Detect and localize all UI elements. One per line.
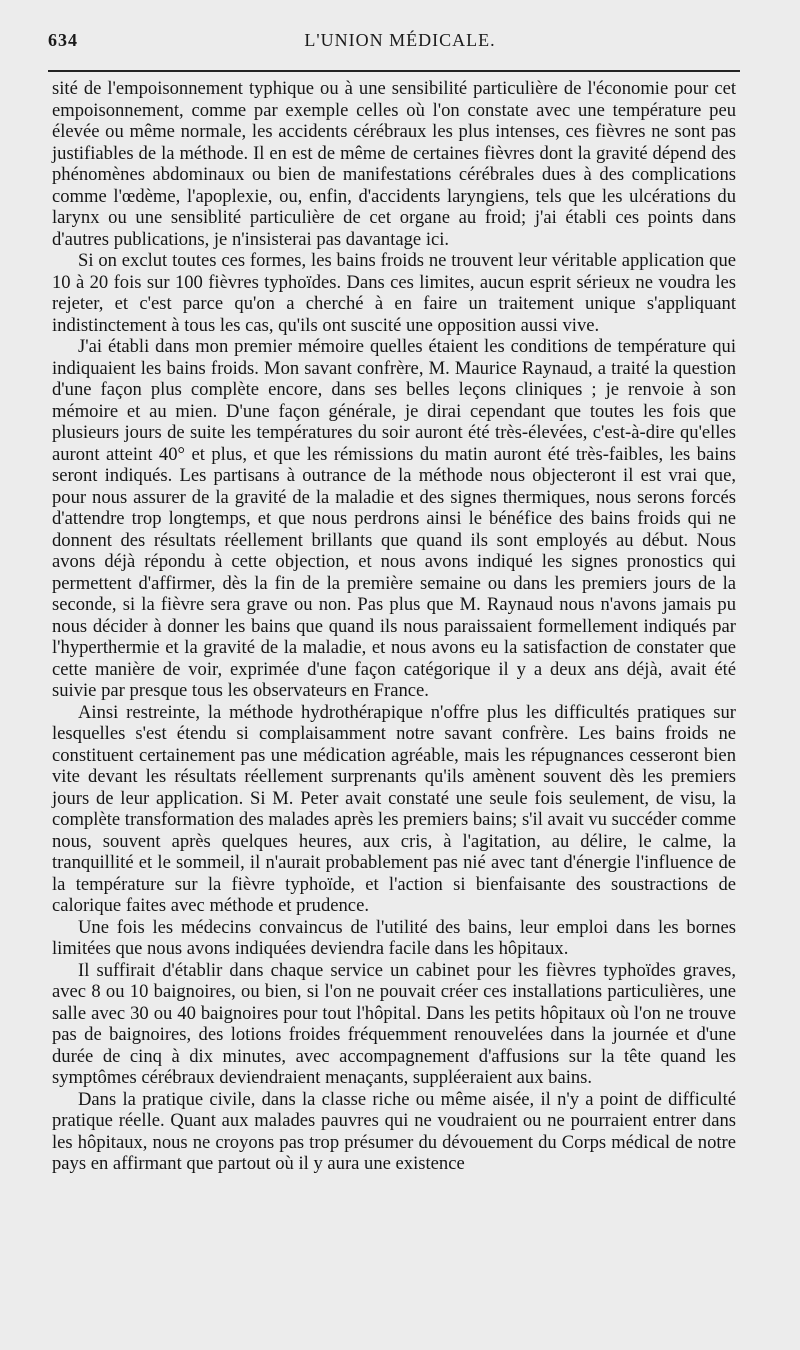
paragraph: Si on exclut toutes ces formes, les bains froids ne trouvent leur véritable application que 10 à 20 fois sur 100 fièvres typhoïdes. Dans ces limites, aucun esprit sérieux ne voudra les rejeter, et c'est parce qu'on a cherché à en faire un traitement unique s'appliquant indistinctement à tous les cas, qu'ils ont suscité une opposition aussi vive. [52, 250, 736, 336]
paragraph: Dans la pratique civile, dans la classe riche ou même aisée, il n'y a point de difficulté pratique réelle. Quant aux malades pauvres qui ne voudraient ou ne pourraient entrer dans les hôpitaux, nous ne croyons pas trop présumer du dévouement du Corps médical de notre pays en affirmant que partout où il y aura une existence [52, 1088, 736, 1174]
paragraph: Une fois les médecins convaincus de l'utilité des bains, leur emploi dans les bornes limitées que nous avons indiquées deviendra facile dans les hôpitaux. [52, 916, 736, 959]
paragraph: J'ai établi dans mon premier mémoire quelles étaient les conditions de température qui indiquaient les bains froids. Mon savant confrère, M. Maurice Raynaud, a traité la question d'une façon plus complète encore, dans ses belles leçons cliniques ; je renvoie à son mémoire et au mien. D'une façon générale, je dirai cependant que toutes les fois que plusieurs jours de suite les températures du soir auront été très-élevées, c'est-à-dire qu'elles auront atteint 40° et plus, et que les rémissions du matin auront été très-faibles, les bains seront indiqués. Les partisans à outrance de la méthode nous objecteront il est vrai que, pour nous assurer de la gravité de la maladie et des signes thermiques, nous serons forcés d'attendre trop longtemps, et que nous perdrons ainsi le bénéfice des bains froids qui ne donnent des résultats réellement brillants que quand ils sont employés au début. Nous avons déjà répondu à cette objection, et nous avons indiqué les signes pronostics qui permettent d'affirmer, dès la fin de la première semaine ou dans les premiers jours de la seconde, si la fièvre sera grave ou non. Pas plus que M. Raynaud nous n'avons jamais pu nous décider à donner les bains que quand ils nous paraissaient formellement indiqués par l'hyperthermie et la gravité de la maladie, et nous avons eu la satisfaction de constater que cette manière de voir, exprimée d'une façon catégorique il y a deux ans déjà, avait été suivie par presque tous les observateurs en France. [52, 336, 736, 701]
paragraph: Il suffirait d'établir dans chaque service un cabinet pour les fièvres typhoïdes graves, avec 8 ou 10 baignoires, ou bien, si l'on ne pouvait créer ces installations particulières, une salle avec 30 ou 40 baignoires pour tout l'hôpital. Dans les petits hôpitaux où l'on ne trouve pas de baignoires, des lotions froides fréquemment renouvelées dans la journée et d'une durée de cinq à dix minutes, avec accompagnement d'affusions sur la tête quand les symptômes cérébraux deviendraient menaçants, suppléeraient aux bains. [52, 959, 736, 1088]
paragraph: sité de l'empoisonnement typhique ou à une sensibilité particulière de l'économie pour cet empoisonnement, comme par exemple celles où l'on constate avec une température peu élevée ou même normale, les accidents cérébraux les plus intenses, ces fièvres ne sont pas justifiables de la méthode. Il en est de même de certaines fièvres dont la gravité dépend des phénomènes abdominaux ou bien de manifestations cérébrales dues à des complications comme l'œdème, l'apoplexie, ou, enfin, d'accidents laryngiens, tels que les ulcérations du larynx ou une sensiblité particulière de cet organe au froid; j'ai établi ces points dans d'autres publications, je n'insisterai pas davantage ici. [52, 78, 736, 250]
header-rule [48, 70, 740, 72]
body-text [52, 78, 736, 1175]
page-header [48, 30, 752, 60]
paragraph: Ainsi restreinte, la méthode hydrothérapique n'offre plus les difficultés pratiques sur lesquelles s'est étendu si complaisamment notre savant confrère. Les bains froids ne constituent certainement pas une médication agréable, mais les répugnances cesseront bien vite devant les résultats réellement surprenants qu'ils amènent souvent dès les premiers jours de leur application. Si M. Peter avait constaté une seule fois seulement, de visu, la complète transformation des malades après les premiers bains; s'il avait vu succéder comme nous, souvent après quelques heures, aux cris, à l'agitation, au délire, le calme, la tranquillité et le sommeil, il n'aurait probablement pas nié avec tant d'énergie l'influence de la température sur la fièvre typhoïde, et l'action si bienfaisante des soustractions de calorique faites avec méthode et prudence. [52, 701, 736, 916]
running-title: L'UNION MÉDICALE. [304, 30, 496, 50]
page-number: 634 [48, 30, 78, 50]
